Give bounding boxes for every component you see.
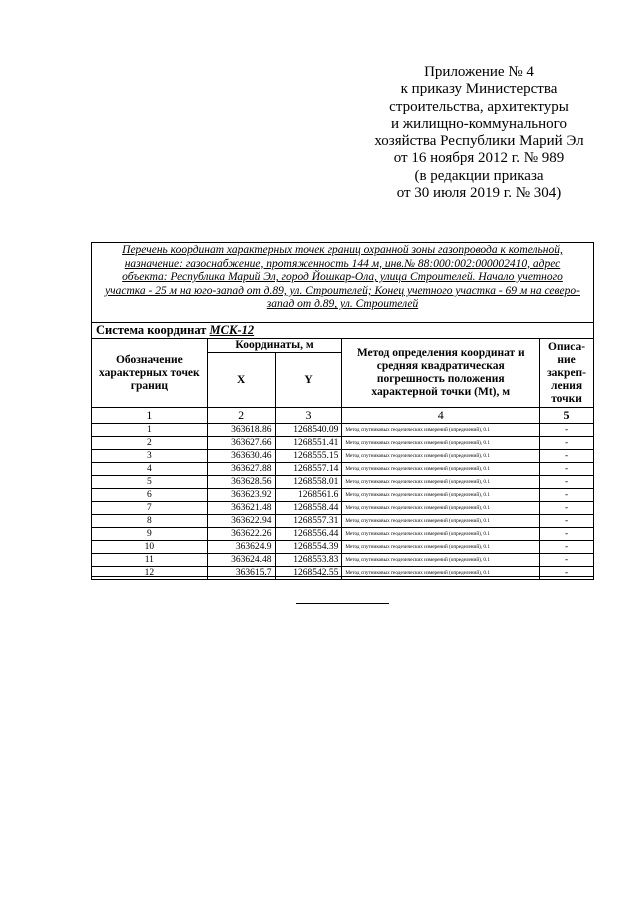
description-cell: - [540,489,594,502]
point-number: 10 [92,541,208,554]
appendix-header [352,64,606,202]
x-coordinate: 363622.26 [207,528,275,541]
table-row [92,463,594,476]
header-x: X [207,353,275,408]
description-cell: - [540,476,594,489]
description-cell: - [540,567,594,580]
coordinates-frame [91,242,594,577]
coordinate-system-label: Система координат [96,323,207,337]
header-description: Описа-ние закреп-ления точки [540,339,594,408]
title-line: Перечень координат характерных точек границ охранной зоны газопровода к котельной, [122,244,563,256]
table-row [92,437,594,450]
y-coordinate: 1268557.31 [275,515,342,528]
method-cell: Метод спутниковых геодезических измерений (определений), 0.1 [342,450,540,463]
table-row [92,528,594,541]
table-row [92,489,594,502]
title-line: участка - 25 м на юго-запад от д.89, ул. Строителей; Конец учетного участка - 69 м на северо- [105,284,580,297]
coordinate-system-value: МСК-12 [209,323,255,337]
description-cell: - [540,528,594,541]
header-line: Приложение № 4 [424,64,534,80]
table-row [92,424,594,437]
table-row [92,567,594,580]
y-coordinate: 1268557.14 [275,463,342,476]
title-line: запад от д.89, ул. Строителей [266,298,419,311]
column-number: 1 [92,408,208,424]
header-coordinates: Координаты, м [207,339,342,353]
point-number: 6 [92,489,208,502]
header-line: хозяйства Республики Марий Эл [374,133,584,150]
column-number: 2 [207,408,275,424]
point-number: 12 [92,567,208,580]
y-coordinate: 1268553.83 [275,554,342,567]
x-coordinate: 363622.94 [207,515,275,528]
description-cell: - [540,424,594,437]
point-number: 9 [92,528,208,541]
coordinate-system [96,323,254,338]
method-cell: Метод спутниковых геодезических измерений (определений), 0.1 [342,437,540,450]
description-cell: - [540,515,594,528]
x-coordinate: 363627.66 [207,437,275,450]
method-cell: Метод спутниковых геодезических измерений (определений), 0.1 [342,567,540,580]
x-coordinate: 363624.48 [207,554,275,567]
x-coordinate: 363630.46 [207,450,275,463]
column-number: 3 [275,408,342,424]
method-cell: Метод спутниковых геодезических измерений (определений), 0.1 [342,541,540,554]
y-coordinate: 1268542.55 [275,567,342,580]
y-coordinate: 1268540.09 [275,424,342,437]
coordinates-table [91,338,594,580]
x-coordinate: 363621.48 [207,502,275,515]
y-coordinate: 1268551.41 [275,437,342,450]
title-line: объекта: Республика Марий Эл, город Йошкар-Ола, улица Строителей. Начало учетного [122,271,563,284]
table-row [92,541,594,554]
method-cell: Метод спутниковых геодезических измерений (определений), 0.1 [342,515,540,528]
point-number: 4 [92,463,208,476]
table-row [92,450,594,463]
point-number: 11 [92,554,208,567]
end-divider [296,603,389,604]
method-cell: Метод спутниковых геодезических измерений (определений), 0.1 [342,476,540,489]
x-coordinate: 363615.7 [207,567,275,580]
method-cell: Метод спутниковых геодезических измерений (определений), 0.1 [342,489,540,502]
table-row [92,476,594,489]
table-row [92,502,594,515]
header-line: и жилищно-коммунального [391,115,567,132]
description-cell: - [540,502,594,515]
method-cell: Метод спутниковых геодезических измерений (определений), 0.1 [342,424,540,437]
column-number: 5 [540,408,594,424]
y-coordinate: 1268558.44 [275,502,342,515]
y-coordinate: 1268554.39 [275,541,342,554]
description-cell: - [540,437,594,450]
point-number: 7 [92,502,208,515]
header-line: от 30 июля 2019 г. № 304) [396,185,562,202]
x-coordinate: 363623.92 [207,489,275,502]
title-line: назначение: газоснабжение, протяженность 144 м, инв.№ 88:000:002:000002410, адрес [124,257,561,270]
description-cell: - [540,541,594,554]
point-number: 3 [92,450,208,463]
header-line: строительства, архитектуры [389,98,569,115]
column-numbers-row [92,408,594,424]
document-title [92,244,593,312]
method-cell: Метод спутниковых геодезических измерений (определений), 0.1 [342,528,540,541]
point-number: 5 [92,476,208,489]
point-number: 8 [92,515,208,528]
y-coordinate: 1268561.6 [275,489,342,502]
header-designation: Обозначение характерных точек границ [92,339,208,408]
x-coordinate: 363624.9 [207,541,275,554]
header-y: Y [275,353,342,408]
table-row [92,554,594,567]
description-cell: - [540,554,594,567]
method-cell: Метод спутниковых геодезических измерений (определений), 0.1 [342,502,540,515]
x-coordinate: 363628.56 [207,476,275,489]
header-line: (в редакции приказа [414,167,544,184]
description-cell: - [540,450,594,463]
y-coordinate: 1268555.15 [275,450,342,463]
y-coordinate: 1268558.01 [275,476,342,489]
header-line: к приказу Министерства [400,81,558,98]
header-method: Метод определения координат и средняя квадратическая погрешность положения характерной точки (Mt), м [342,339,540,408]
y-coordinate: 1268556.44 [275,528,342,541]
point-number: 2 [92,437,208,450]
description-cell: - [540,463,594,476]
point-number: 1 [92,424,208,437]
x-coordinate: 363618.86 [207,424,275,437]
x-coordinate: 363627.88 [207,463,275,476]
column-number: 4 [342,408,540,424]
table-row [92,515,594,528]
header-line: от 16 ноября 2012 г. № 989 [393,150,565,167]
method-cell: Метод спутниковых геодезических измерений (определений), 0.1 [342,463,540,476]
method-cell: Метод спутниковых геодезических измерений (определений), 0.1 [342,554,540,567]
